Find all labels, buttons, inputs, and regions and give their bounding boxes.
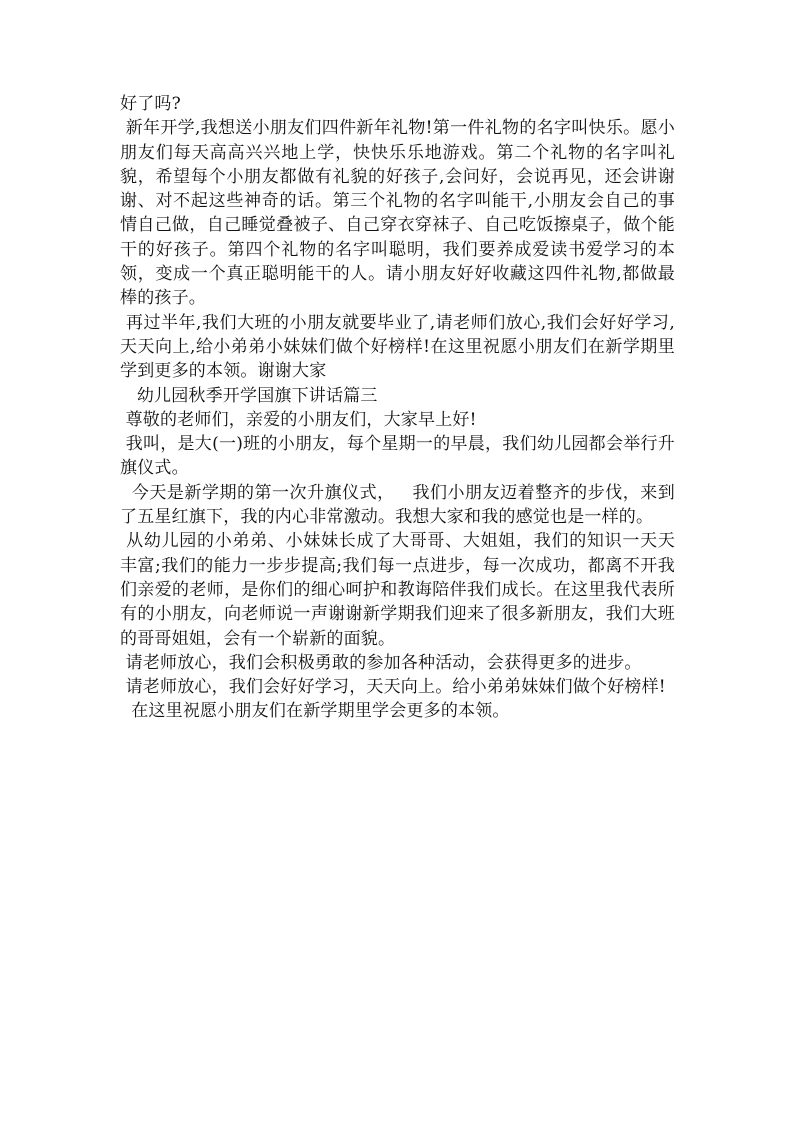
section-heading: 幼儿园秋季开学国旗下讲话篇三	[120, 385, 378, 406]
paragraph: 我叫，是大(一)班的小朋友，每个星期一的早晨，我们幼儿园都会举行升旗仪式。	[120, 434, 675, 479]
paragraph: 尊敬的老师们，亲爱的小朋友们，大家早上好!	[120, 409, 477, 430]
document-body	[120, 92, 675, 724]
paragraph: 从幼儿园的小弟弟、小妹妹长成了大哥哥、大姐姐，我们的知识一天天丰富;我们的能力一步步提高;我们每一点进步，每一次成功，都离不开我们亲爱的老师，是你们的细心呵护和教诲陪伴我们成长。在这里我代表所有的小朋友，向老师说一声谢谢新学期我们迎来了很多新朋友，我们大班的哥哥姐姐，会有一个崭新的面貌。	[120, 531, 676, 649]
paragraph: 好了吗?	[120, 94, 181, 114]
paragraph: 再过半年,我们大班的小朋友就要毕业了,请老师们放心,我们会好好学习,天天向上,给小弟弟小妹妹们做个好榜样!在这里祝愿小朋友们在新学期里学到更多的本领。谢谢大家	[120, 312, 675, 382]
paragraph: 新年开学,我想送小朋友们四件新年礼物!第一件礼物的名字叫快乐。愿小朋友们每天高高兴兴地上学，快快乐乐地游戏。第二个礼物的名字叫礼貌，希望每个小朋友都做有礼貌的好孩子,会问好，会说再见，还会讲谢谢、对不起这些神奇的话。第三个礼物的名字叫能干,小朋友会自己的事情自己做，自己睡觉叠被子、自己穿衣穿袜子、自己吃饭擦桌子，做个能干的好孩子。第四个礼物的名字叫聪明，我们要养成爱读书爱学习的本领，变成一个真正聪明能干的人。请小朋友好好收藏这四件礼物,都做最棒的孩子。	[120, 118, 675, 309]
paragraph: 今天是新学期的第一次升旗仪式， 我们小朋友迈着整齐的步伐，来到了五星红旗下，我的内心非常激动。我想大家和我的感觉也是一样的。	[120, 482, 675, 528]
paragraph: 请老师放心，我们会积极勇敢的参加各种活动，会获得更多的进步。	[120, 652, 642, 673]
paragraph: 请老师放心，我们会好好学习，天天向上。给小弟弟妹妹们做个好榜样!	[120, 677, 666, 698]
paragraph: 在这里祝愿小朋友们在新学期里学会更多的本领。	[120, 701, 510, 722]
